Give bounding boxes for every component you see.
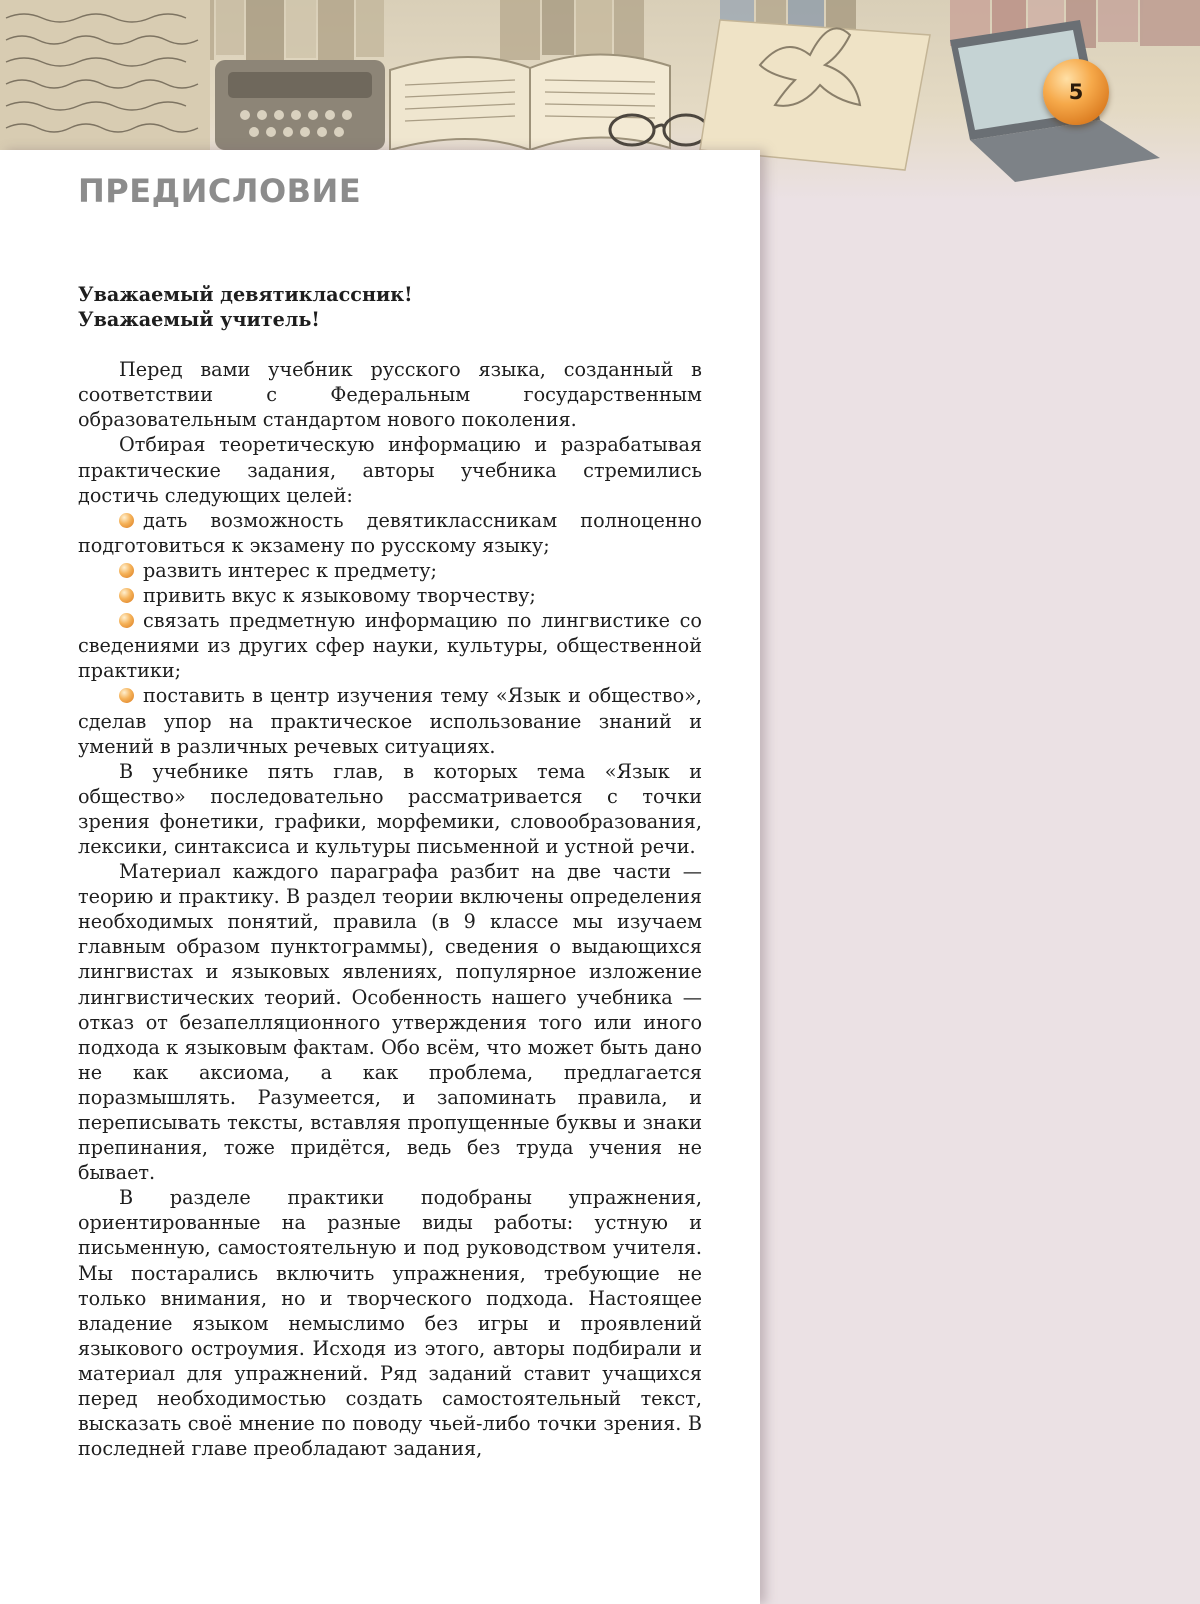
goal-item [78, 683, 702, 758]
paragraph-theory: Материал каждого параграфа разбит на две части — теорию и практику. В раздел теории включены определения необходимых понятий, правила (в 9 классе мы изучаем главным образом пунктограммы), сведения о выдающихся лингвистах и языковых явлениях, популярное изложение лингвистических теорий. Особенность нашего учебника — отказ от безапелляционного утверждения того или иного подхода к языковым фактам. Обо всём, что может быть дано не как аксиома, а как проблема, предлагается поразмышлять. Разумеется, и запоминать правила, и переписывать тексты, вставляя пропущенные буквы и знаки препинания, тоже придётся, ведь без труда учения не бывает. [78, 860, 702, 1185]
greeting-spacer [78, 332, 702, 357]
paragraph-practice: В разделе практики подобраны упражнения, ориентированные на разные виды работы: устную и письменную, самостоятельную и под руководством учителя. Мы постарались включить упражнения, требующие не только внимания, но и творческого подхода. Настоящее владение языком немыслимо без игры и проявлений языкового остроумия. Исходя из этого, авторы подбирали и материал для упражнений. Ряд заданий ставит учащихся перед необходимостью создать самостоятельный текст, высказать своё мнение по поводу чьей-либо точки зрения. В последней главе преобладают задания, [78, 1186, 702, 1461]
orange-ball-bullet-icon [119, 513, 134, 528]
orange-ball-bullet-icon [119, 613, 134, 628]
goal-text: поставить в центр изучения тему «Язык и общество», сделав упор на практическое использование знаний и умений в различных речевых ситуациях. [78, 684, 702, 758]
greeting-student: Уважаемый девятиклассник! [78, 283, 413, 306]
goal-item [78, 583, 702, 608]
goal-text: дать возможность девятиклассникам полноценно подготовиться к экзамену по русскому языку; [78, 508, 702, 557]
goal-text: привить вкус к языковому творчеству; [143, 584, 536, 608]
goal-item [78, 558, 702, 583]
paragraph-intro: Перед вами учебник русского языка, созданный в соответствии с Федеральным государственным образовательным стандартом нового поколения. [78, 358, 702, 432]
paragraph-goals-lead: Отбирая теоретическую информацию и разрабатывая практические задания, авторы учебника стремились достичь следующих целей: [78, 433, 702, 507]
paragraph-chapters: В учебнике пять глав, в которых тема «Язык и общество» последовательно рассматривается с точки зрения фонетики, графики, морфемики, словообразования, лексики, синтаксиса и культуры письменной и устной речи. [78, 759, 702, 858]
greeting-teacher: Уважаемый учитель! [78, 308, 320, 332]
goal-text: развить интерес к предмету; [143, 558, 437, 582]
goal-item [78, 508, 702, 558]
preface-content [78, 282, 702, 1461]
orange-ball-bullet-icon [119, 688, 134, 703]
goal-text: связать предметную информацию по лингвистике со сведениями из других сфер науки, культуры, общественной практики; [78, 609, 702, 683]
goal-item [78, 608, 702, 683]
orange-ball-bullet-icon [119, 563, 134, 578]
page-title: ПРЕДИСЛОВИЕ [78, 172, 362, 210]
orange-ball-bullet-icon [119, 588, 134, 603]
page-number-badge: 5 [1043, 59, 1109, 125]
